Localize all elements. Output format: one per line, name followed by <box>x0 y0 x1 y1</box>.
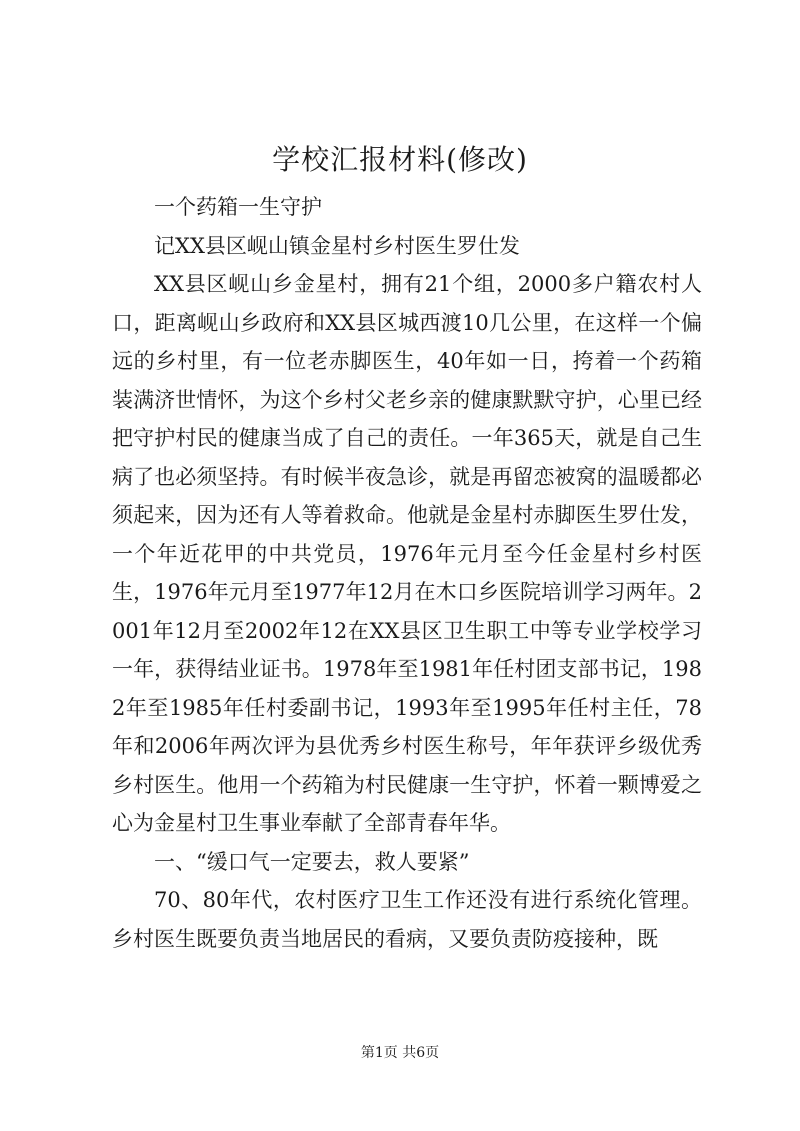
page-footer: 第1页 共6页 <box>360 1045 440 1061</box>
document-body <box>112 188 702 958</box>
body-paragraph: XX县区岘山乡金星村，拥有21个组，2000多户籍农村人口，距离岘山乡政府和XX县区城西渡10几公里，在这样一个偏远的乡村里，有一位老赤脚医生，40年如一日，挎着一个药箱装满济世情怀，为这个乡村父老乡亲的健康默默守护，心里已经把守护村民的健康当成了自己的责任。一年365天，就是自己生病了也必须坚持。有时候半夜急诊，就是再留恋被窝的温暖都必须起来，因为还有人等着救命。他就是金星村赤脚医生罗仕发，一个年近花甲的中共党员，1976年元月至今任金星村乡村医生，1976年元月至1977年12月在木口乡医院培训学习两年。2001年12月至2002年12在XX县区卫生职工中等专业学校学习一年，获得结业证书。1978年至1981年任村团支部书记，1982年至1985年任村委副书记，1993年至1995年任村主任，78年和2006年两次评为县优秀乡村医生称号，年年获评乡级优秀乡村医生。他用一个药箱为村民健康一生守护，怀着一颗博爱之心为金星村卫生事业奉献了全部青春年华。 <box>112 272 702 835</box>
section-heading: 一、“缓口气一定要去，救人要紧” <box>154 849 470 874</box>
body-paragraph: 70、80年代，农村医疗卫生工作还没有进行系统化管理。乡村医生既要负责当地居民的看病，又要负责防疫接种，既 <box>112 888 702 951</box>
subtitle-paragraph: 一个药箱一生守护 <box>154 195 322 219</box>
document-title: 学校汇报材料(修改) <box>272 143 528 176</box>
byline-paragraph: 记XX县区岘山镇金星村乡村医生罗仕发 <box>154 233 520 258</box>
